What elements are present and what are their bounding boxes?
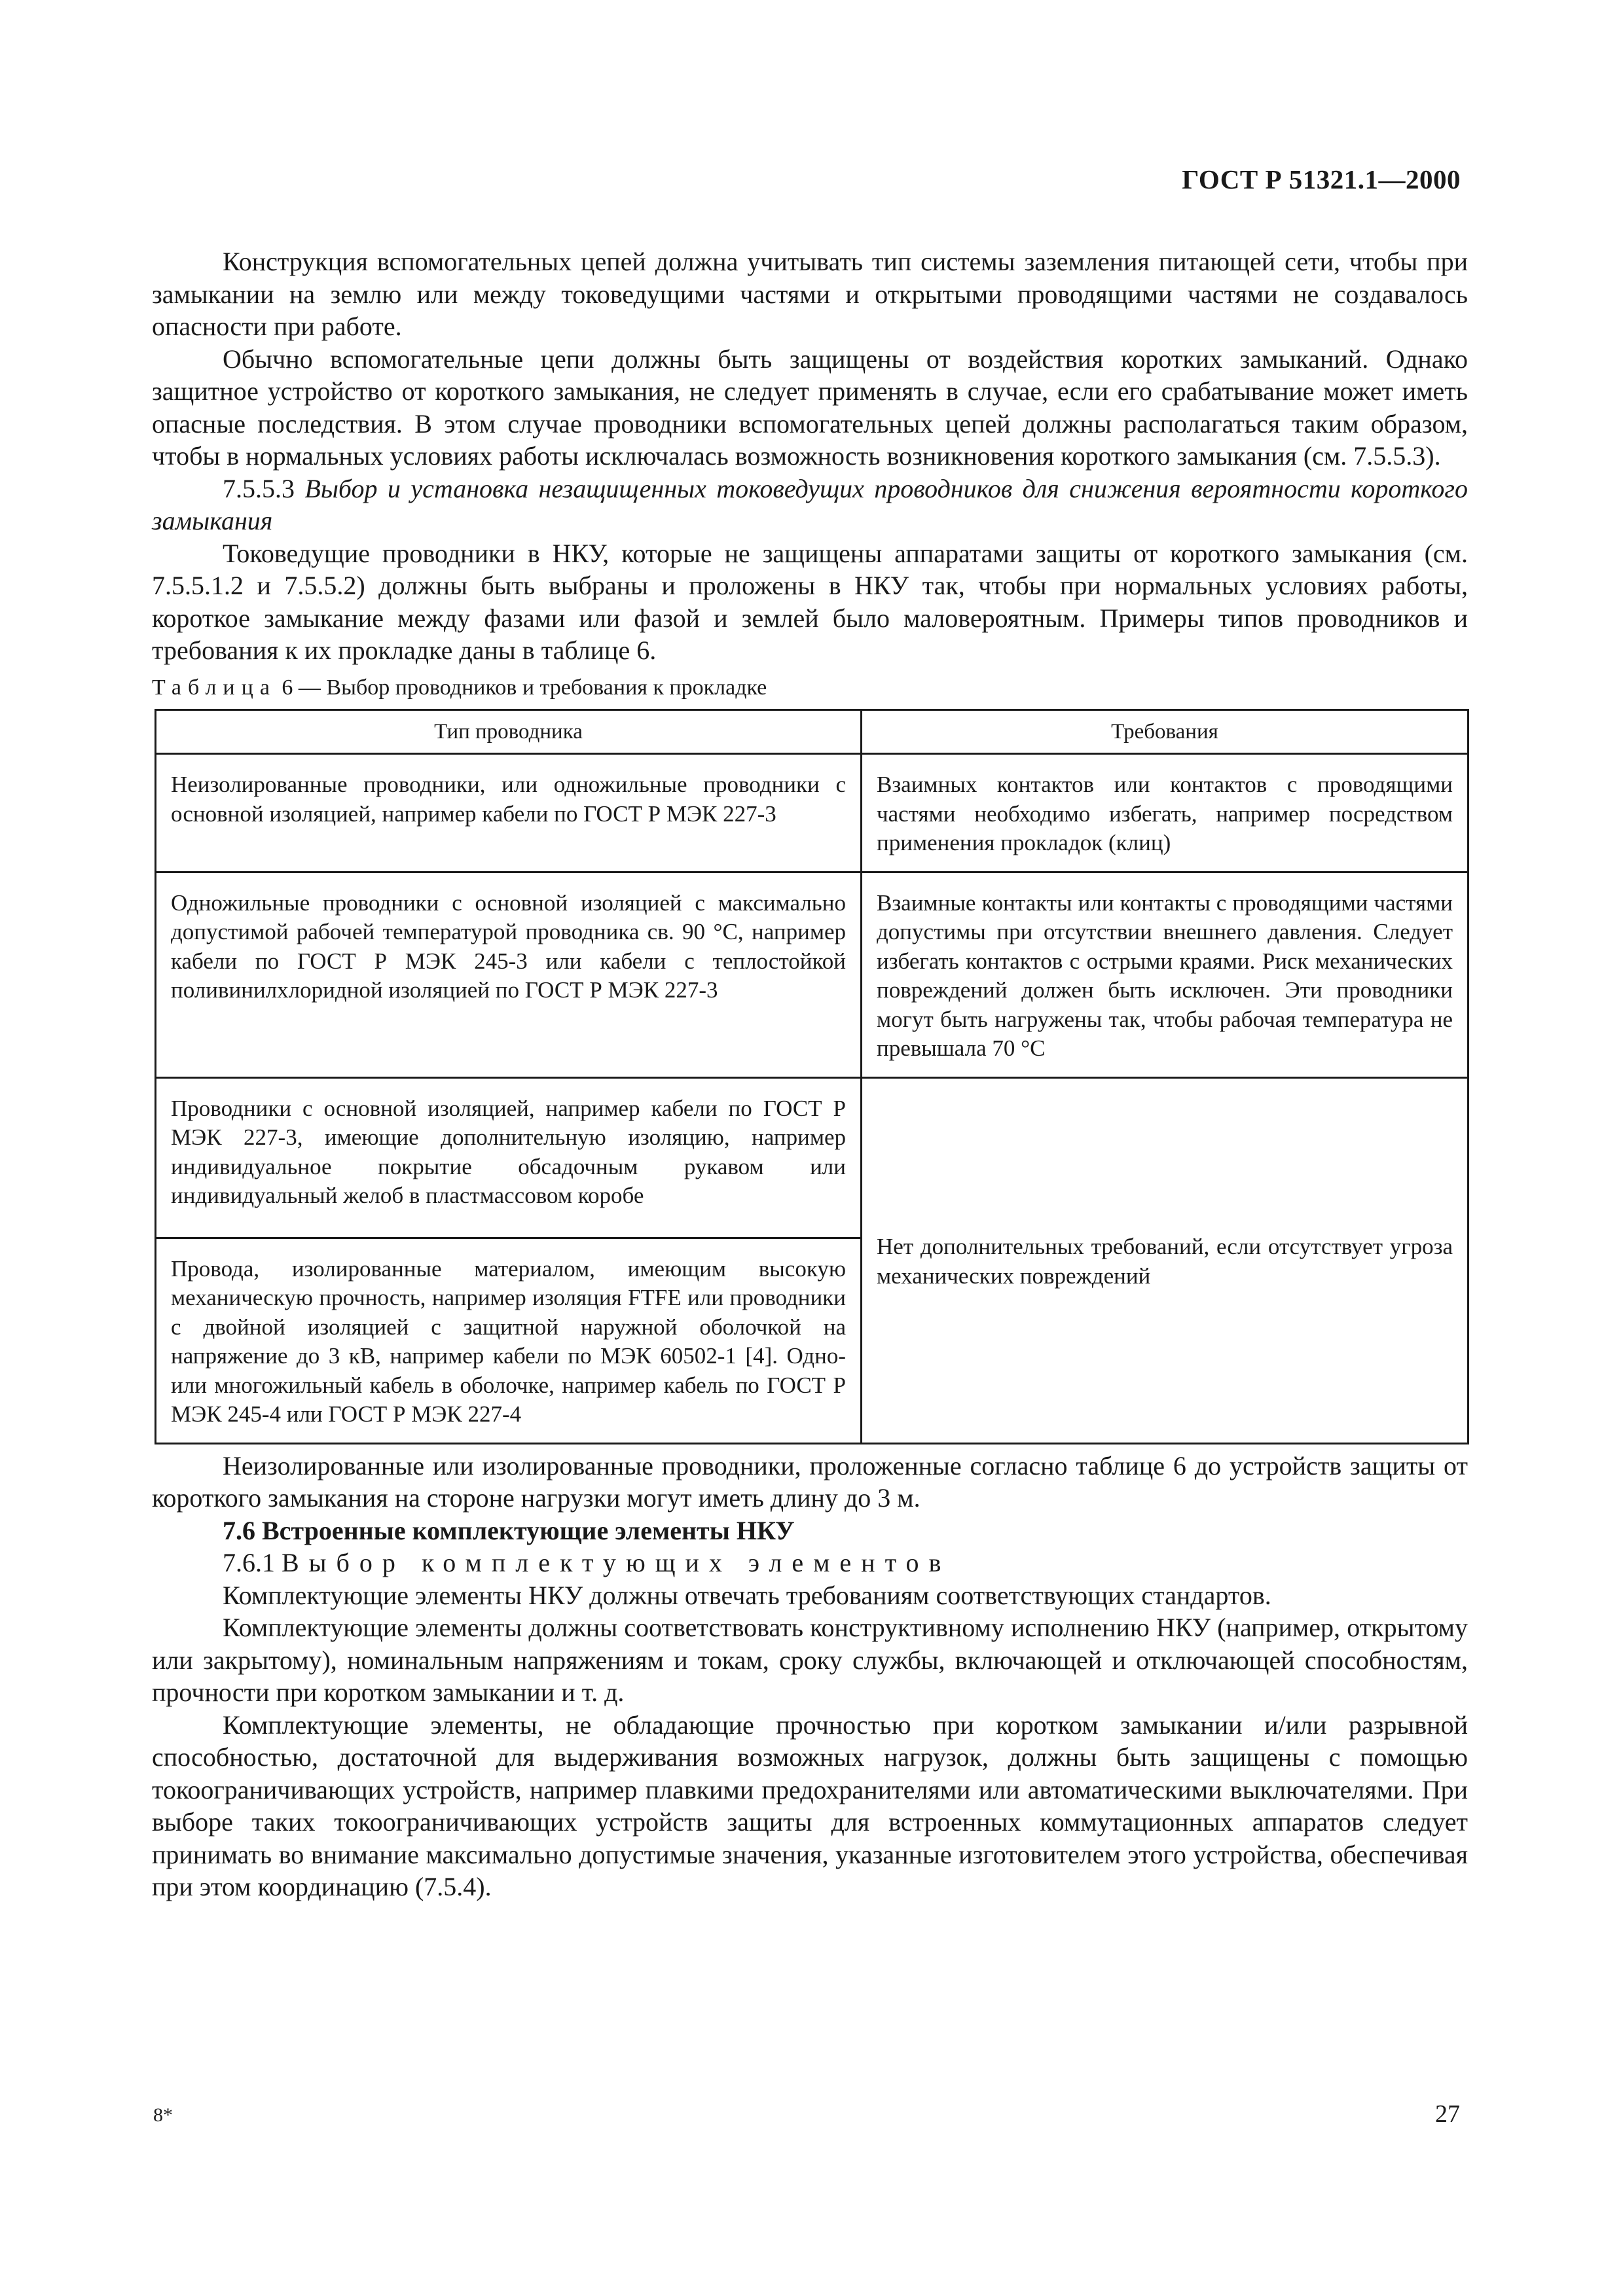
conductor-type-cell: Одножильные проводники с основной изоляцией с максимально допустимой рабочей температурой проводника св. 90 °С, например кабели по ГОСТ Р МЭК 245-3 или кабели с теплостойкой поливинилхлоридной изоляцией по ГОСТ Р МЭК 227-3 — [156, 872, 862, 1077]
table-header-row — [156, 709, 1468, 754]
subsection-number: 7.6.1 — [223, 1548, 275, 1577]
footer-sheet-mark: 8* — [153, 2104, 173, 2126]
table-row — [156, 754, 1468, 872]
section-heading-76: 7.6 Встроенные комплектующие элементы НКУ — [223, 1515, 795, 1545]
table-6 — [155, 709, 1469, 1444]
subsection-heading-761 — [152, 1547, 1468, 1579]
requirements-cell: Нет дополнительных требований, если отсутствует угроза механических повреждений — [862, 1077, 1468, 1443]
paragraph: Обычно вспомогательные цепи должны быть защищены от воздействия коротких замыканий. Однако защитное устройство от короткого замыкания, не следует применять в случае, если его срабатывание может иметь опасные последствия. В этом случае проводники вспомогательных цепей должны располагаться таким образом, чтобы в нормальных условиях работы исключалась возможность возникновения короткого замыкания (см. 7.5.5.3). — [152, 344, 1468, 471]
requirements-cell: Взаимные контакты или контакты с проводящими частями допустимы при отсутствии внешнего давления. Следует избегать контактов с острыми краями. Риск механических повреждений должен быть исключен. Эти проводники могут быть нагружены так, чтобы рабочая температура не превышала 70 °С — [862, 872, 1468, 1077]
paragraph: Комплектующие элементы должны соответствовать конструктивному исполнению НКУ (например, открытому или закрытому), номинальным напряжениям и токам, сроку службы, включающей и отключающей способностям, прочности при коротком замыкании и т. д. — [152, 1613, 1468, 1707]
section-heading-7553 — [152, 473, 1468, 537]
table-caption — [152, 673, 1468, 702]
column-header-type: Тип проводника — [156, 709, 862, 754]
paragraph: Конструкция вспомогательных цепей должна учитывать тип системы заземления питающей сети, чтобы при замыкании на землю или между токоведущими частями и открытыми проводящими частями не создавалось опасности при работе. — [152, 247, 1468, 341]
paragraph: Комплектующие элементы НКУ должны отвечать требованиям соответствующих стандартов. — [223, 1580, 1271, 1610]
standard-designation: ГОСТ Р 51321.1—2000 — [1182, 164, 1461, 194]
requirements-cell: Взаимных контактов или контактов с проводящими частями необходимо избегать, например посредством применения прокладок (клиц) — [862, 754, 1468, 872]
paragraph: Токоведущие проводники в НКУ, которые не защищены аппаратами защиты от короткого замыкания (см. 7.5.5.1.2 и 7.5.5.2) должны быть выбраны и проложены в НКУ так, чтобы при нормальных условиях работы, короткое замыкание между фазами или фазой и землей было маловероятным. Примеры типов проводников и требования к их прокладке даны в таблице 6. — [152, 538, 1468, 665]
section-number: 7.5.5.3 — [223, 473, 295, 503]
body-text — [152, 245, 1468, 1903]
conductor-type-cell: Неизолированные проводники, или одножильные проводники с основной изоляцией, например кабели по ГОСТ Р МЭК 227-3 — [156, 754, 862, 872]
table-row — [156, 872, 1468, 1077]
page-number: 27 — [1435, 2100, 1460, 2128]
subsection-title: Выбор комплектующих элементов — [282, 1548, 951, 1577]
paragraph: Комплектующие элементы, не обладающие прочностью при коротком замыкании и/или разрывной способностью, достаточной для выдерживания возможных нагрузок, должны быть защищены с помощью токоограничивающих устройств, например плавкими предохранителями или автоматическими выключателями. При выборе таких токоограничивающих устройств защиты для встроенных коммутационных аппаратов следует принимать во внимание максимально допустимые значения, указанные изготовителем этого устройства, обеспечивая при этом координацию (7.5.4). — [152, 1710, 1468, 1901]
section-title: Выбор и установка незащищенных токоведущих проводников для снижения вероятности короткого замыкания — [152, 473, 1468, 535]
table-row — [156, 1077, 1468, 1238]
column-header-requirements: Требования — [862, 709, 1468, 754]
paragraph: Неизолированные или изолированные проводники, проложенные согласно таблице 6 до устройств защиты от короткого замыкания на стороне нагрузки могут иметь длину до 3 м. — [152, 1450, 1468, 1513]
table-caption-label: Таблица — [152, 675, 276, 700]
conductor-type-cell: Проводники с основной изоляцией, например кабели по ГОСТ Р МЭК 227-3, имеющие дополнительную изоляцию, например индивидуальное покрытие обсадочным рукавом или индивидуальный желоб в пластмассовом коробе — [156, 1077, 862, 1238]
conductor-type-cell: Провода, изолированные материалом, имеющим высокую механическую прочность, например изоляция FTFE или проводники с двойной изоляцией с защитной наружной оболочкой на напряжение до 3 кВ, например кабели по МЭК 60502-1 [4]. Одно-или многожильный кабель в оболочке, например кабель по ГОСТ Р МЭК 245-4 или ГОСТ Р МЭК 227-4 — [156, 1238, 862, 1443]
table-caption-text: 6 — Выбор проводников и требования к прокладке — [282, 675, 767, 700]
